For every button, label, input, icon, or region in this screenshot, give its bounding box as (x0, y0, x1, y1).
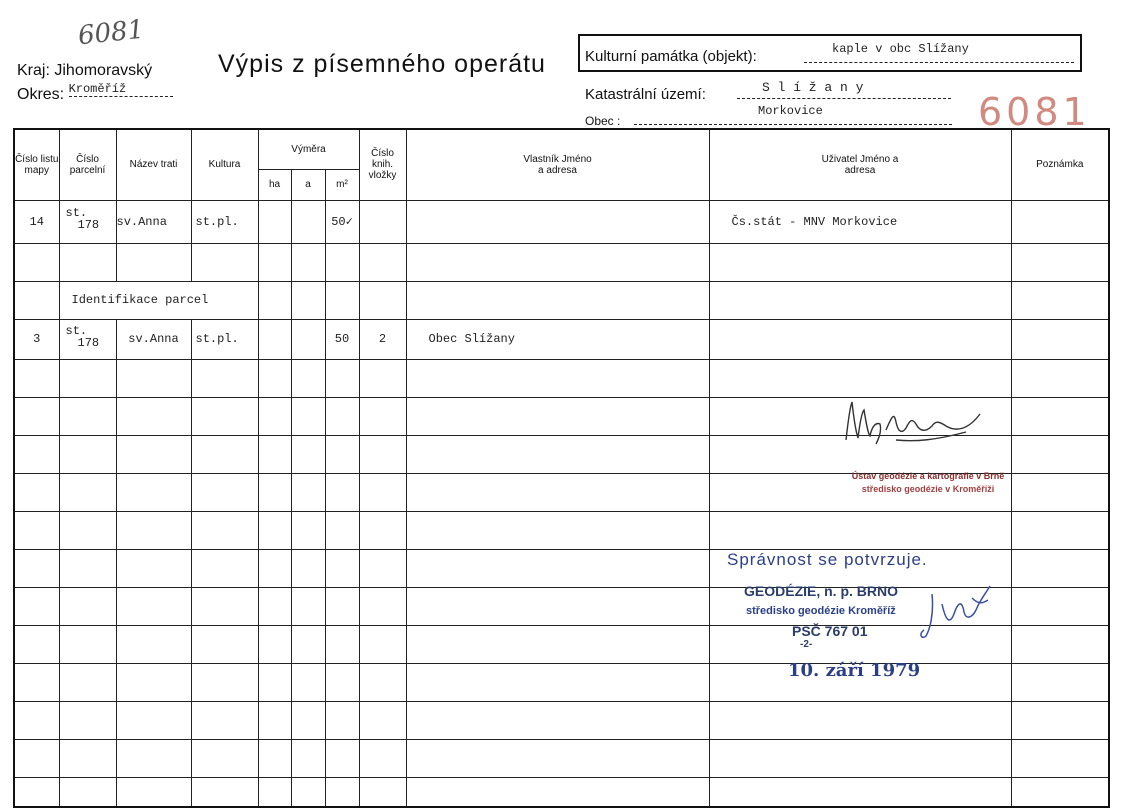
obec-label: Obec : (585, 114, 621, 128)
header-a: a (291, 169, 325, 200)
handwritten-file-number: 6081 (76, 14, 146, 52)
ustav-stamp-line1: Ústav geodézie a kartografie v Brně (851, 471, 1005, 481)
director-signature (836, 392, 986, 462)
katastralni-value: S l í ž a n y (762, 80, 864, 95)
section-label: Identifikace parcel (59, 281, 258, 319)
header-cislo-parcelni: Číslo parcelní (59, 129, 116, 200)
kraj-field (17, 62, 152, 80)
okres-value: Kroměříž (69, 82, 173, 97)
header-ha: ha (258, 169, 291, 200)
katastralni-underline (737, 98, 951, 99)
cell-list: 3 (14, 319, 59, 359)
okres-label: Okres: (17, 86, 65, 103)
ustav-stamp (826, 470, 1030, 496)
table-row (14, 200, 1109, 243)
pamatka-label: Kulturní památka (objekt): (585, 48, 757, 65)
table-row (14, 319, 1109, 359)
cell-kultura: st.pl. (191, 319, 258, 359)
stamp-dash-line: -2- (800, 639, 813, 650)
header-nazev-trati: Název trati (116, 129, 191, 200)
section-row (14, 281, 1109, 319)
red-stamped-number: 6081 (978, 90, 1091, 134)
kraj-value: Jihomoravský (54, 62, 153, 79)
cell-m2: 50✓ (325, 200, 359, 243)
spravnost-stamp: Správnost se potvrzuje. (727, 550, 928, 569)
cell-uzivatel: Čs.stát - MNV Morkovice (709, 200, 1011, 243)
officer-signature (902, 574, 1002, 644)
geodezie-stamp: GEODÉZIE, n. p. BRNO (744, 583, 899, 599)
obec-underline (634, 124, 952, 125)
document-title: Výpis z písemného operátu (218, 50, 546, 78)
katastralni-label: Katastrální území: (585, 86, 706, 103)
psc-stamp: PSČ 767 01 (792, 623, 868, 639)
stredisko-stamp: středisko geodézie Kroměříž (746, 605, 896, 617)
cell-trat: sv.Anna (116, 319, 191, 359)
header-cislo-knih: Číslo knih. vložky (359, 129, 406, 200)
kraj-label: Kraj: (17, 62, 50, 79)
cell-parcela: st. 178 (59, 200, 116, 243)
header-poznamka: Poznámka (1011, 129, 1109, 200)
pamatka-underline (804, 62, 1074, 63)
cell-list: 14 (14, 200, 59, 243)
cell-parcela: st. 178 (59, 319, 116, 359)
date-stamp: 10. září 1979 (788, 660, 921, 681)
header-cislo-listu: Číslo listu mapy (14, 129, 59, 200)
header-uzivatel: Uživatel Jméno a adresa (709, 129, 1011, 200)
ustav-stamp-line2: středisko geodézie v Kroměříži (861, 484, 995, 494)
okres-field (17, 82, 173, 104)
pamatka-value: kaple v obc Slížany (832, 42, 969, 56)
parcel-table (13, 128, 1110, 808)
header-kultura: Kultura (191, 129, 258, 200)
header-m2: m² (325, 169, 359, 200)
obec-value: Morkovice (758, 104, 823, 118)
header-vymera: Výměra (258, 129, 359, 169)
header-vlastnik: Vlastník Jméno a adresa (406, 129, 709, 200)
cell-vlastnik: Obec Slížany (406, 319, 709, 359)
cell-m2: 50 (325, 319, 359, 359)
cell-trat: sv.Anna (116, 200, 191, 243)
cell-kultura: st.pl. (191, 200, 258, 243)
cell-vlozka: 2 (359, 319, 406, 359)
